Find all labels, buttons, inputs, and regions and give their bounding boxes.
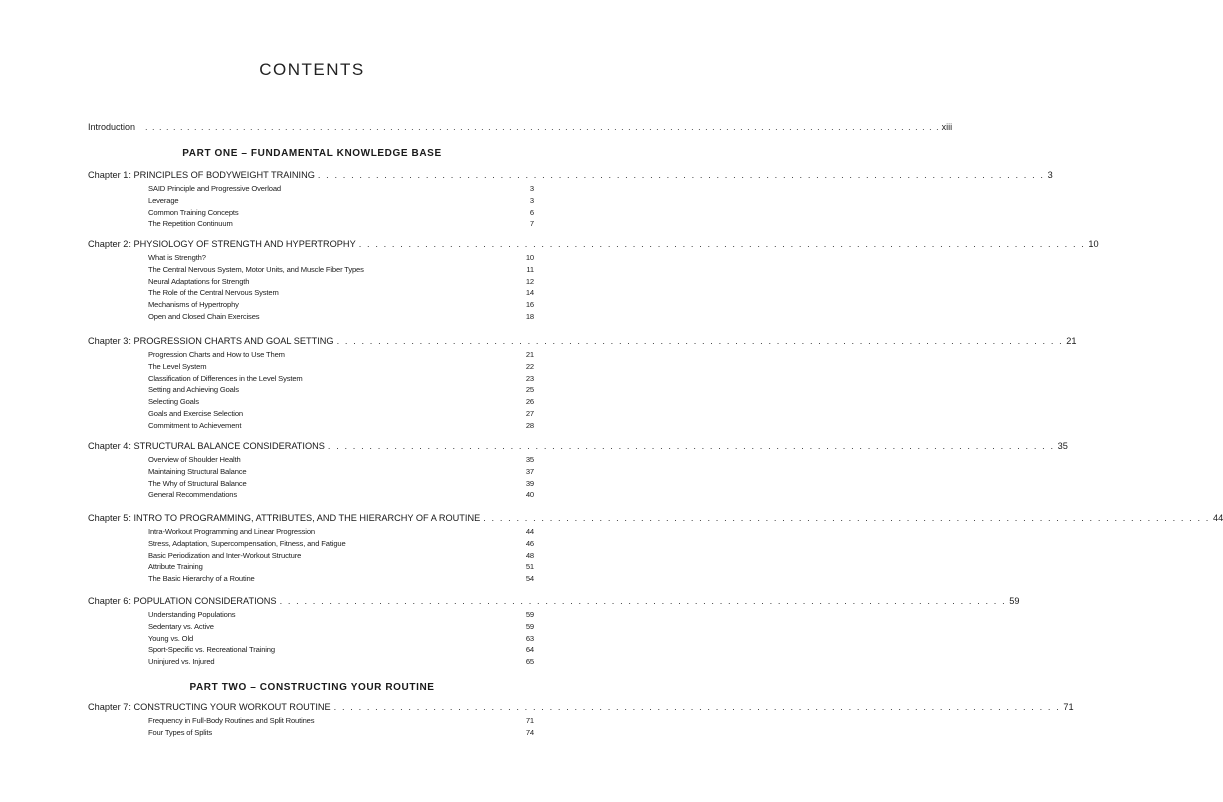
section-title: The Level System [148,361,207,371]
section-page-number: 11 [526,264,534,274]
part-one-heading: PART ONE – FUNDAMENTAL KNOWLEDGE BASE [182,148,442,159]
section-title: Open and Closed Chain Exercises [148,311,260,321]
section-entry[interactable] [88,561,571,573]
section-entry[interactable] [88,299,571,311]
section-entry[interactable] [88,420,571,432]
section-title: The Role of the Central Nervous System [148,288,279,298]
section-page-number: 28 [525,420,534,430]
section-title: Progression Charts and How to Use Them [148,350,285,359]
section-page-number: 48 [525,550,534,560]
section-entry[interactable] [88,656,571,668]
section-title: General Recommendations [148,490,237,500]
section-title: Common Training Concepts [148,207,239,217]
section-entry[interactable] [88,218,571,230]
section-entry[interactable] [88,454,571,466]
section-list [88,349,571,432]
section-page-number: 63 [525,633,534,643]
section-list [88,526,571,585]
section-title: Overview of Shoulder Health [148,455,241,464]
dot-leader: . . . . . . . . . . . . . . . . . . . . . . . . . . . . . . . . . . . . . . . . . . . . . . . . . . . . . . . . . . . . . . . . . . . . . . . . . . . . . . . . . . . . . . . . [358,239,1086,249]
section-title: Stress, Adaptation, Supercompensation, Fitness, and Fatigue [148,538,346,548]
section-title: Leverage [148,195,179,205]
chapter-5[interactable] [88,513,1223,585]
section-page-number: 51 [525,562,534,572]
chapter-page-number: 10 [1088,239,1099,249]
introduction-label: Introduction [88,122,136,132]
section-page-number: 26 [525,397,534,407]
section-entry[interactable] [88,183,571,195]
chapter-title: Chapter 2: PHYSIOLOGY OF STRENGTH AND HYPERTROPHY [88,239,356,249]
section-page-number: 18 [525,311,534,321]
section-entry[interactable] [88,361,571,373]
section-page-number: 39 [525,478,534,488]
section-title: The Why of Structural Balance [148,478,247,488]
section-entry[interactable] [88,195,571,207]
section-list [88,252,571,323]
section-page-number: 37 [525,466,534,476]
section-page-number: 3 [529,184,534,193]
dot-leader: . . . . . . . . . . . . . . . . . . . . . . . . . . . . . . . . . . . . . . . . . . . . . . . . . . . . . . . . . . . . . . . . . . . . . . . . . . . . . . . . . . . . . . . . [336,336,1064,346]
section-page-number: 27 [525,408,534,418]
chapter-2[interactable] [88,239,1099,323]
dot-leader: . . . . . . . . . . . . . . . . . . . . . . . . . . . . . . . . . . . . . . . . . . . . . . . . . . . . . . . . . . . . . . . . . . . . . . . . . . . . . . . . . . . . . . . . [333,702,1061,712]
chapter-heading[interactable] [88,239,1099,251]
section-entry[interactable] [88,633,571,645]
chapter-heading[interactable] [88,170,1053,182]
chapter-heading[interactable] [88,702,1074,714]
section-entry[interactable] [88,621,571,633]
section-page-number: 64 [525,645,534,655]
section-page-number: 23 [525,373,534,383]
section-entry[interactable] [88,252,571,264]
section-page-number: 35 [525,455,534,464]
section-page-number: 3 [529,195,534,205]
section-title: Setting and Achieving Goals [148,385,239,395]
section-entry[interactable] [88,466,571,478]
chapter-7[interactable] [88,702,1074,739]
section-page-number: 71 [525,716,534,725]
section-title: Understanding Populations [148,610,236,619]
chapter-4[interactable] [88,441,1068,501]
section-title: Classification of Differences in the Level System [148,373,303,383]
section-list [88,183,571,230]
chapter-title: Chapter 5: INTRO TO PROGRAMMING, ATTRIBUTES, AND THE HIERARCHY OF A ROUTINE [88,513,481,523]
chapter-page-number: 35 [1057,441,1068,451]
chapter-heading[interactable] [88,513,1223,525]
section-entry[interactable] [88,550,571,562]
section-entry[interactable] [88,538,571,550]
section-title: The Repetition Continuum [148,219,233,229]
section-title: Four Types of Splits [148,727,212,737]
section-entry[interactable] [88,373,571,385]
section-page-number: 7 [529,219,534,229]
section-entry[interactable] [88,573,571,585]
chapter-3[interactable] [88,336,1077,432]
section-entry[interactable] [88,526,571,538]
chapter-6[interactable] [88,596,1020,668]
section-title: The Central Nervous System, Motor Units, and Muscle Fiber Types [148,264,364,274]
section-page-number: 44 [525,527,534,536]
section-page-number: 22 [525,361,534,371]
chapter-title: Chapter 3: PROGRESSION CHARTS AND GOAL SETTING [88,336,334,346]
section-title: Goals and Exercise Selection [148,408,243,418]
chapter-title: Chapter 7: CONSTRUCTING YOUR WORKOUT ROUTINE [88,702,331,712]
page-title: CONTENTS [259,60,365,79]
section-entry[interactable] [88,609,571,621]
chapter-page-number: 44 [1212,513,1223,523]
section-entry[interactable] [88,478,571,490]
section-entry[interactable] [88,349,571,361]
section-title: Mechanisms of Hypertrophy [148,300,239,310]
section-list [88,454,571,501]
chapter-page-number: 3 [1047,170,1053,180]
chapter-1[interactable] [88,170,1053,230]
section-entry[interactable] [88,396,571,408]
section-page-number: 59 [525,610,534,619]
chapter-page-number: 21 [1066,336,1077,346]
section-entry[interactable] [88,384,571,396]
section-entry[interactable] [88,715,571,727]
part-two-heading: PART TWO – CONSTRUCTING YOUR ROUTINE [189,682,435,693]
chapter-heading[interactable] [88,336,1077,348]
section-entry[interactable] [88,408,571,420]
section-page-number: 21 [525,350,534,359]
dot-leader: . . . . . . . . . . . . . . . . . . . . . . . . . . . . . . . . . . . . . . . . . . . . . . . . . . . . . . . . . . . . . . . . . . . . . . . . . . . . . . . . . . . . . . . . [279,596,1007,606]
dot-leader: . . . . . . . . . . . . . . . . . . . . . . . . . . . . . . . . . . . . . . . . . . . . . . . . . . . . . . . . . . . . . . . . . . . . . . . . . . . . . . . . . . . . . . . . [483,513,1210,523]
section-list [88,609,571,668]
chapter-title: Chapter 6: POPULATION CONSIDERATIONS [88,596,277,606]
section-page-number: 59 [525,621,534,631]
section-title: Maintaining Structural Balance [148,466,247,476]
section-page-number: 12 [525,276,534,286]
section-title: Frequency in Full-Body Routines and Split Routines [148,716,315,725]
section-page-number: 74 [525,727,534,737]
section-page-number: 6 [529,207,534,217]
section-page-number: 14 [525,288,534,298]
section-title: Neural Adaptations for Strength [148,276,250,286]
section-entry[interactable] [88,727,571,739]
section-title: Sport-Specific vs. Recreational Training [148,645,275,655]
section-title: Uninjured vs. Injured [148,657,215,667]
section-entry[interactable] [88,644,571,656]
section-entry[interactable] [88,287,571,299]
section-entry[interactable] [88,489,571,501]
section-title: Intra-Workout Programming and Linear Progression [148,527,315,536]
section-title: The Basic Hierarchy of a Routine [148,574,255,584]
dot-leader: . . . . . . . . . . . . . . . . . . . . . . . . . . . . . . . . . . . . . . . . . . . . . . . . . . . . . . . . . . . . . . . . . . . . . . . . . . . . . . . . . . . . . . . . [327,441,1055,451]
section-title: Commitment to Achievement [148,420,242,430]
chapter-page-number: 71 [1063,702,1074,712]
section-page-number: 40 [525,490,534,500]
chapter-title: Chapter 1: PRINCIPLES OF BODYWEIGHT TRAINING [88,170,315,180]
section-page-number: 25 [525,385,534,395]
section-title: Young vs. Old [148,633,194,643]
dot-leader: . . . . . . . . . . . . . . . . . . . . . . . . . . . . . . . . . . . . . . . . . . . . . . . . . . . . . . . . . . . . . . . . . . . . . . . . . . . . . . . . . . . . . . . . . . . . . . . . . . . . . . . . . . . . . . . . . . [145,122,940,132]
section-page-number: 10 [525,253,534,262]
section-entry[interactable] [88,276,571,288]
toc-entry-introduction[interactable] [88,122,953,132]
dot-leader: . . . . . . . . . . . . . . . . . . . . . . . . . . . . . . . . . . . . . . . . . . . . . . . . . . . . . . . . . . . . . . . . . . . . . . . . . . . . . . . . . . . . . . . . [317,170,1045,180]
section-title: Attribute Training [148,562,203,572]
chapter-page-number: 59 [1009,596,1020,606]
chapter-heading[interactable] [88,596,1020,608]
section-entry[interactable] [88,311,571,323]
section-entry[interactable] [88,207,571,219]
section-title: Basic Periodization and Inter-Workout Structure [148,550,302,560]
chapter-title: Chapter 4: STRUCTURAL BALANCE CONSIDERATIONS [88,441,325,451]
section-title: What is Strength? [148,253,206,262]
section-page-number: 16 [525,300,534,310]
section-list [88,715,571,739]
section-title: Sedentary vs. Active [148,621,214,631]
section-page-number: 65 [525,657,534,667]
chapter-heading[interactable] [88,441,1068,453]
section-title: Selecting Goals [148,397,199,407]
introduction-page: xiii [941,122,953,132]
section-page-number: 54 [525,574,534,584]
section-page-number: 46 [525,538,534,548]
section-title: SAID Principle and Progressive Overload [148,184,282,193]
section-entry[interactable] [88,264,571,276]
